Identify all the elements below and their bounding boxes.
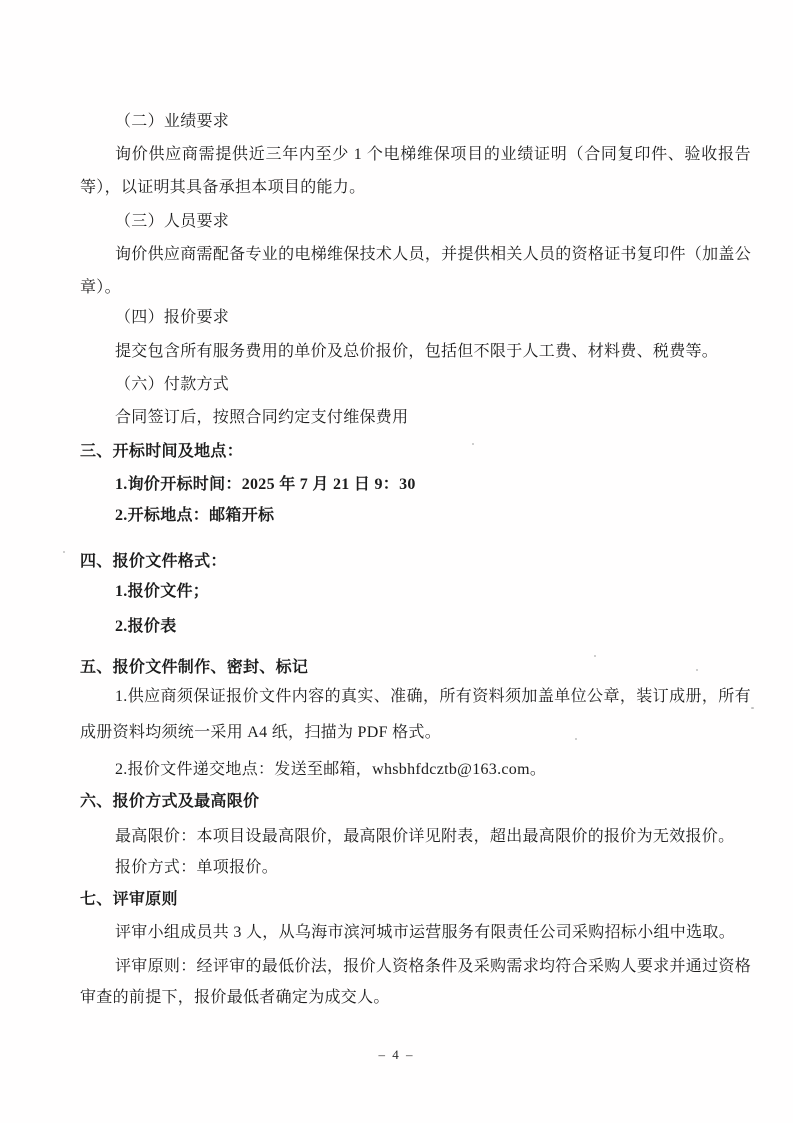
subsection-heading-personnel: （三）人员要求: [115, 213, 230, 230]
section-heading-bid-opening: 三、开标时间及地点：: [80, 443, 244, 460]
page-number: – 4 –: [378, 1047, 415, 1062]
paragraph-line: 成册资料均须统一采用 A4 纸，扫描为 PDF 格式。: [80, 724, 442, 741]
subsection-heading-quotation: （四）报价要求: [115, 309, 230, 326]
scan-speck: [696, 669, 698, 671]
list-item-quote-table: 2.报价表: [115, 618, 177, 635]
subsection-heading-performance: （二）业绩要求: [115, 113, 230, 130]
paragraph-line: 审查的前提下，报价最低者确定为成交人。: [80, 989, 390, 1006]
scan-speck: [472, 443, 474, 445]
list-item-submission-address: 2.报价文件递交地点：发送至邮箱，whsbhfdcztb@163.com。: [115, 761, 547, 778]
scan-speck: [575, 738, 577, 740]
list-item-opening-place: 2.开标地点：邮箱开标: [115, 507, 275, 524]
paragraph-line: 评审小组成员共 3 人，从乌海市滨河城市运营服务有限责任公司采购招标小组中选取。: [115, 924, 736, 941]
paragraph-line: 1.供应商须保证报价文件内容的真实、准确，所有资料须加盖单位公章，装订成册，所有: [115, 688, 751, 705]
paragraph-line: 提交包含所有服务费用的单价及总价报价，包括但不限于人工费、材料费、税费等。: [115, 343, 719, 360]
section-heading-doc-sealing: 五、报价文件制作、密封、标记: [80, 659, 309, 676]
paragraph-line: 等），以证明其具备承担本项目的能力。: [80, 179, 366, 196]
scan-speck: [751, 707, 754, 709]
section-heading-review: 七、评审原则: [80, 891, 178, 908]
list-item-quote-document: 1.报价文件；: [115, 583, 210, 600]
paragraph-line: 询价供应商需提供近三年内至少 1 个电梯维保项目的业绩证明（合同复印件、验收报告: [115, 146, 751, 163]
section-heading-price-limit: 六、报价方式及最高限价: [80, 793, 260, 810]
paragraph-line: 章）。: [80, 279, 121, 296]
paragraph-line: 合同签订后，按照合同约定支付维保费用: [115, 409, 409, 426]
list-item-opening-time: 1.询价开标时间：2025 年 7 月 21 日 9：30: [115, 476, 416, 493]
subsection-heading-payment: （六）付款方式: [115, 376, 230, 393]
section-heading-doc-format: 四、报价文件格式：: [80, 553, 227, 570]
paragraph-line: 报价方式：单项报价。: [115, 859, 279, 876]
paragraph-line: 询价供应商需配备专业的电梯维保技术人员，并提供相关人员的资格证书复印件（加盖公: [115, 246, 751, 263]
paragraph-line: 最高限价：本项目设最高限价，最高限价详见附表，超出最高限价的报价为无效报价。: [115, 828, 735, 845]
scan-speck: [594, 655, 596, 657]
scan-speck: [63, 551, 65, 553]
paragraph-line: 评审原则：经评审的最低价法，报价人资格条件及采购需求均符合采购人要求并通过资格: [115, 958, 751, 975]
